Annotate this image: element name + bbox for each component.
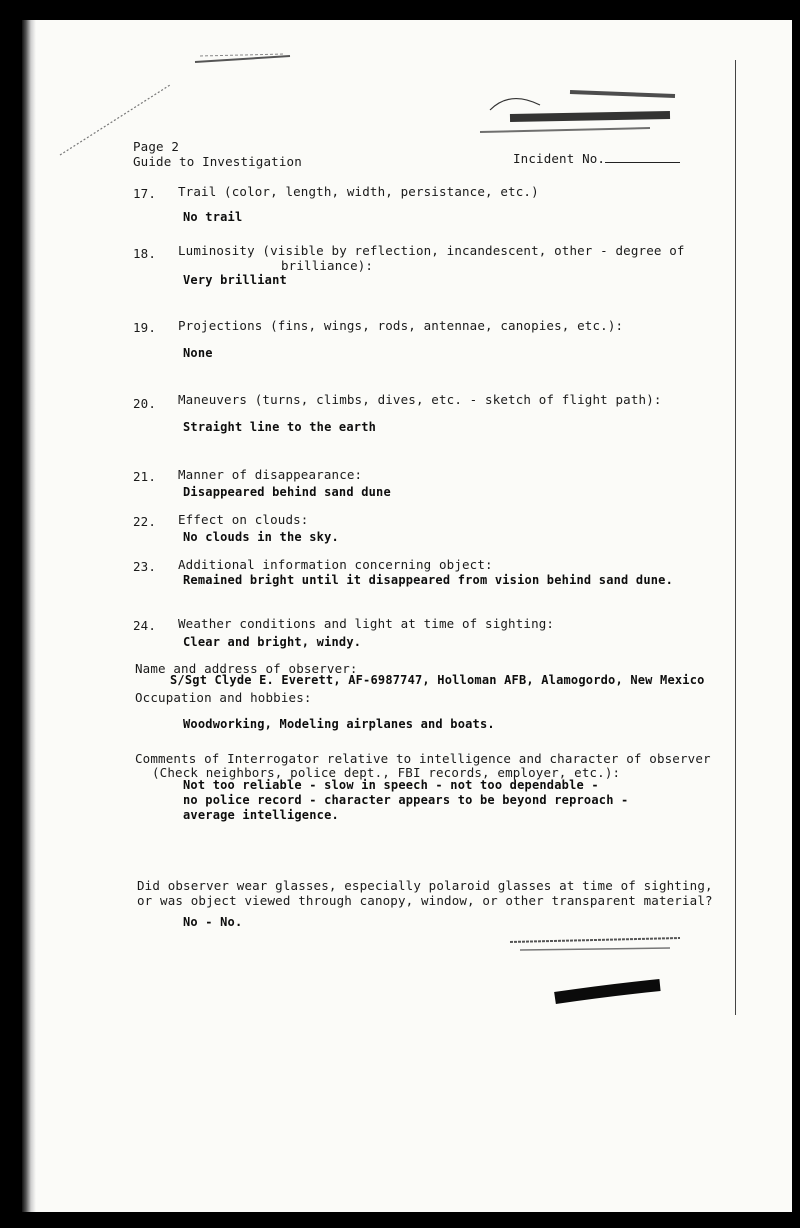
item-number: 19. — [133, 320, 157, 335]
item-number: 18. — [133, 246, 157, 261]
item-number: 24. — [133, 618, 157, 633]
fold-line — [735, 60, 736, 1015]
comments-label-cont: (Check neighbors, police dept., FBI records, employer, etc.): — [152, 765, 621, 780]
glasses-question-cont: or was object viewed through canopy, window, or other transparent material? — [137, 893, 713, 908]
classification-stamp-smudge — [470, 70, 680, 145]
item-question: Weather conditions and light at time of sighting: — [178, 616, 555, 631]
incident-label: Incident No. — [513, 151, 606, 166]
item-answer: None — [183, 346, 213, 360]
item-question: Trail (color, length, width, persistance, etc.) — [178, 184, 539, 199]
item-answer: Disappeared behind sand dune — [183, 485, 391, 499]
comments-line: average intelligence. — [183, 808, 339, 822]
comments-label: Comments of Interrogator relative to intelligence and character of observer — [135, 751, 711, 766]
incident-blank — [605, 151, 680, 163]
glasses-question: Did observer wear glasses, especially polaroid glasses at time of sighting, — [137, 878, 713, 893]
guide-title: Guide to Investigation — [133, 154, 302, 169]
item-answer: Straight line to the earth — [183, 420, 377, 434]
item-question-cont: brilliance): — [281, 258, 374, 273]
observer-name-value: S/Sgt Clyde E. Everett, AF-6987747, Holloman AFB, Alamogordo, New Mexico — [170, 673, 705, 687]
item-number: 20. — [133, 396, 157, 411]
page-number: Page 2 — [133, 139, 180, 154]
comments-line: no police record - character appears to be beyond reproach - — [183, 793, 629, 807]
item-question: Effect on clouds: — [178, 512, 309, 527]
occupation-label: Occupation and hobbies: — [135, 690, 312, 705]
item-answer: Very brilliant — [183, 273, 287, 287]
item-question: Manner of disappearance: — [178, 467, 363, 482]
item-number: 23. — [133, 559, 157, 574]
item-answer: Clear and bright, windy. — [183, 635, 362, 649]
page-edge — [22, 20, 36, 1212]
occupation-value: Woodworking, Modeling airplanes and boats. — [183, 717, 495, 731]
item-answer: No clouds in the sky. — [183, 530, 339, 544]
item-number: 21. — [133, 469, 157, 484]
redaction-top — [190, 48, 300, 68]
observer-name-label: Name and address of observer: — [135, 661, 358, 676]
comments-line: Not too reliable - slow in speech - not too dependable - — [183, 778, 599, 792]
item-answer: Remained bright until it disappeared from vision behind sand dune. — [183, 573, 674, 587]
item-answer: No trail — [183, 210, 243, 224]
item-question: Maneuvers (turns, climbs, dives, etc. - sketch of flight path): — [178, 392, 662, 407]
item-question: Additional information concerning object: — [178, 557, 493, 572]
item-number: 22. — [133, 514, 157, 529]
item-question: Projections (fins, wings, rods, antennae, canopies, etc.): — [178, 318, 624, 333]
signature-redaction — [500, 930, 700, 1020]
incident-number-field — [513, 151, 680, 166]
item-number: 17. — [133, 186, 157, 201]
glasses-answer: No - No. — [183, 915, 243, 929]
item-question: Luminosity (visible by reflection, incandescent, other - degree of — [178, 243, 685, 258]
